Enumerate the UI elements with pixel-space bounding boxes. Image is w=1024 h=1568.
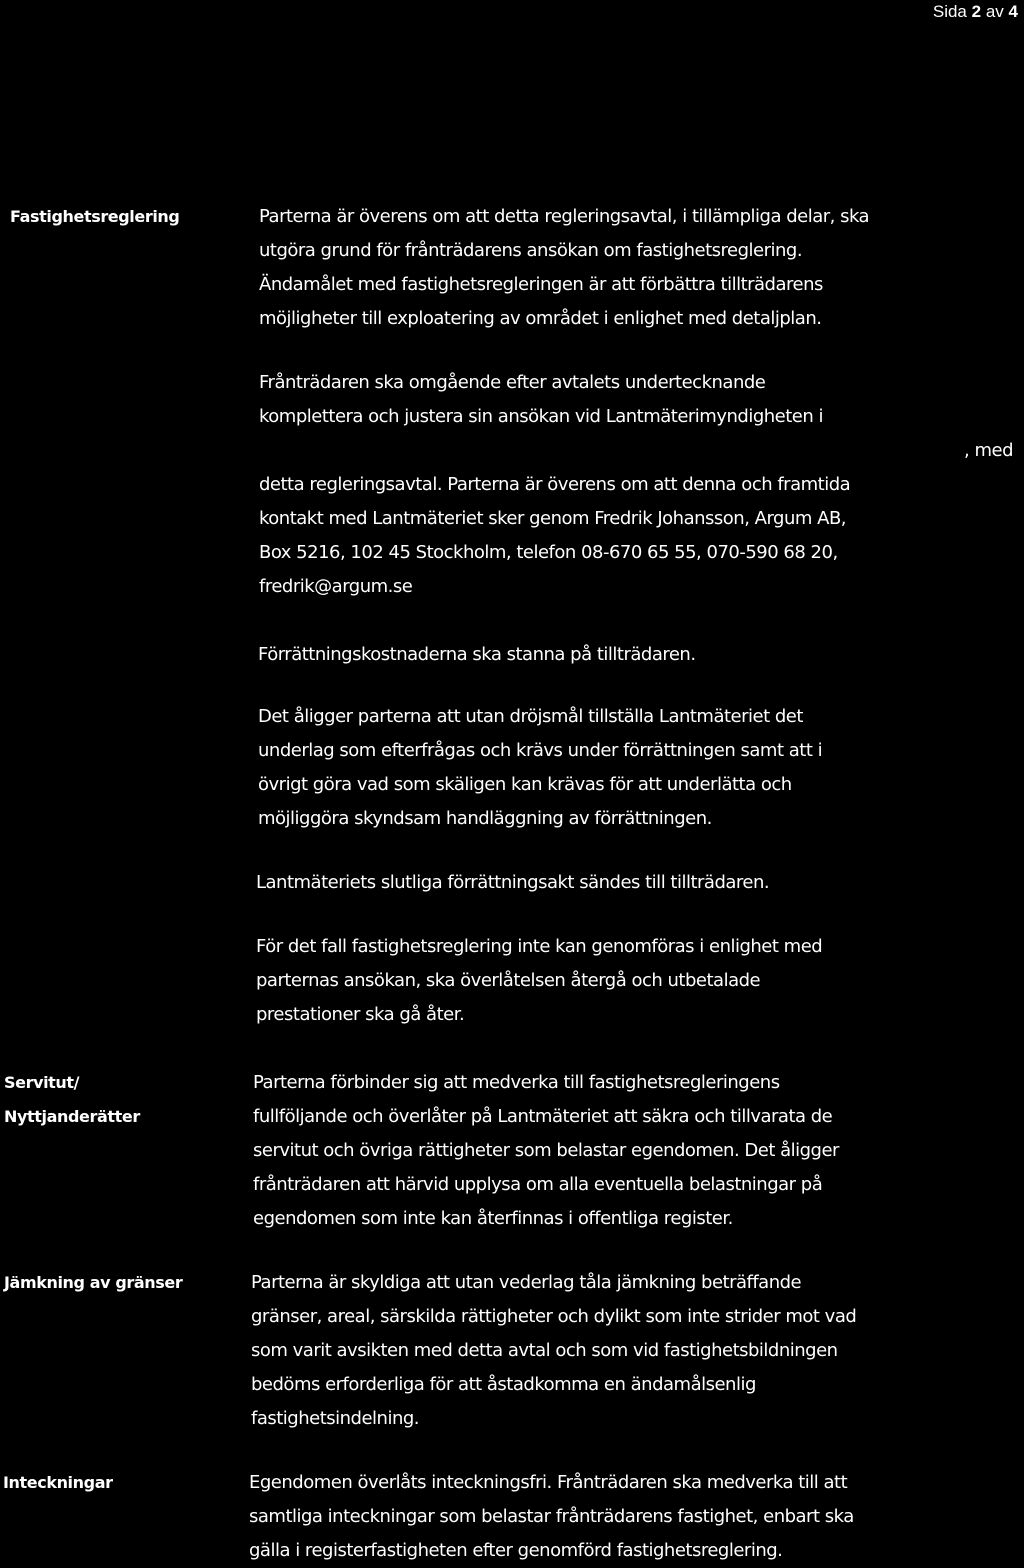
text-line: gälla i registerfastigheten efter genomförd fastighetsreglering.: [249, 1540, 783, 1561]
paragraph-fastighetsreglering-2: [259, 366, 1013, 604]
section-label-jamkning: Jämkning av gränser: [4, 1273, 183, 1292]
text-line: utgöra grund för frånträdarens ansökan om fastighetsreglering.: [259, 240, 803, 261]
paragraph-fastighetsreglering-1: [259, 200, 869, 336]
text-line: Box 5216, 102 45 Stockholm, telefon 08-670 65 55, 070-590 68 20,: [259, 542, 838, 563]
text-line: samtliga inteckningar som belastar frånträdarens fastighet, enbart ska: [249, 1506, 854, 1527]
text-line: fullföljande och överlåter på Lantmäteriet att säkra och tillvarata de: [253, 1106, 833, 1127]
section-label-fastighetsreglering: Fastighetsreglering: [10, 207, 180, 226]
paragraph-jamkning: [251, 1266, 856, 1436]
text-line: parternas ansökan, ska överlåtelsen återgå och utbetalade: [256, 970, 761, 991]
text-line: övrigt göra vad som skäligen kan krävas för att underlätta och: [258, 774, 792, 795]
text-line: servitut och övriga rättigheter som belastar egendomen. Det åligger: [253, 1140, 839, 1161]
page-prefix: Sida: [932, 2, 967, 21]
text-line: Egendomen överlåts inteckningsfri. Frånträdaren ska medverka till att: [249, 1472, 848, 1493]
text-line: , med: [964, 440, 1013, 461]
text-line: som varit avsikten med detta avtal och som vid fastighetsbildningen: [251, 1340, 838, 1361]
text-line: Förrättningskostnaderna ska stanna på tillträdaren.: [258, 644, 696, 665]
text-line: egendomen som inte kan återfinnas i offentliga register.: [253, 1208, 733, 1229]
text-line: gränser, areal, särskilda rättigheter och dylikt som inte strider mot vad: [251, 1306, 857, 1327]
text-line: Ändamålet med fastighetsregleringen är att förbättra tillträdarens: [259, 274, 823, 295]
text-line: fastighetsindelning.: [251, 1408, 420, 1429]
text-line: kontakt med Lantmäteriet sker genom Fredrik Johansson, Argum AB,: [259, 508, 847, 529]
page-current: 2: [971, 2, 982, 21]
section-label-nyttjanderatter-line: Nyttjanderätter: [4, 1107, 140, 1126]
text-line: detta regleringsavtal. Parterna är överens om att denna och framtida: [259, 474, 851, 495]
text-line: Lantmäteriets slutliga förrättningsakt sändes till tillträdaren.: [256, 872, 770, 893]
text-line: Parterna förbinder sig att medverka till fastighetsregleringens: [253, 1072, 780, 1093]
section-label-inteckningar: Inteckningar: [3, 1473, 113, 1492]
text-line: fredrik@argum.se: [259, 576, 413, 597]
paragraph-fastighetsreglering-4: [258, 700, 822, 836]
paragraph-fastighetsreglering-5: [256, 866, 769, 900]
text-line: komplettera och justera sin ansökan vid Lantmäterimyndigheten i: [259, 406, 824, 427]
section-label-servitut: [4, 1066, 140, 1134]
text-line: prestationer ska gå åter.: [256, 1004, 465, 1025]
paragraph-servitut: [253, 1066, 839, 1236]
page-of: av: [985, 2, 1004, 21]
page-total: 4: [1008, 2, 1018, 21]
page-number: [933, 2, 1018, 22]
section-label-servitut-line: Servitut/: [4, 1073, 80, 1092]
paragraph-inteckningar: [249, 1466, 854, 1568]
text-line: bedöms erforderliga för att åstadkomma en ändamålsenlig: [251, 1374, 756, 1395]
text-line: Det åligger parterna att utan dröjsmål tillställa Lantmäteriet det: [258, 706, 803, 727]
text-line: möjliggöra skyndsam handläggning av förrättningen.: [258, 808, 712, 829]
text-line: möjligheter till exploatering av området i enlighet med detaljplan.: [259, 308, 822, 329]
text-line: Frånträdaren ska omgående efter avtalets undertecknande: [259, 372, 766, 393]
text-line: Parterna är överens om att detta regleringsavtal, i tillämpliga delar, ska: [259, 206, 870, 227]
text-line: Parterna är skyldiga att utan vederlag tåla jämkning beträffande: [251, 1272, 802, 1293]
paragraph-fastighetsreglering-3: [258, 638, 696, 672]
text-line: underlag som efterfrågas och krävs under förrättningen samt att i: [258, 740, 823, 761]
text-line: För det fall fastighetsreglering inte kan genomföras i enlighet med: [256, 936, 823, 957]
paragraph-fastighetsreglering-6: [256, 930, 822, 1032]
text-line: frånträdaren att härvid upplysa om alla eventuella belastningar på: [253, 1174, 823, 1195]
